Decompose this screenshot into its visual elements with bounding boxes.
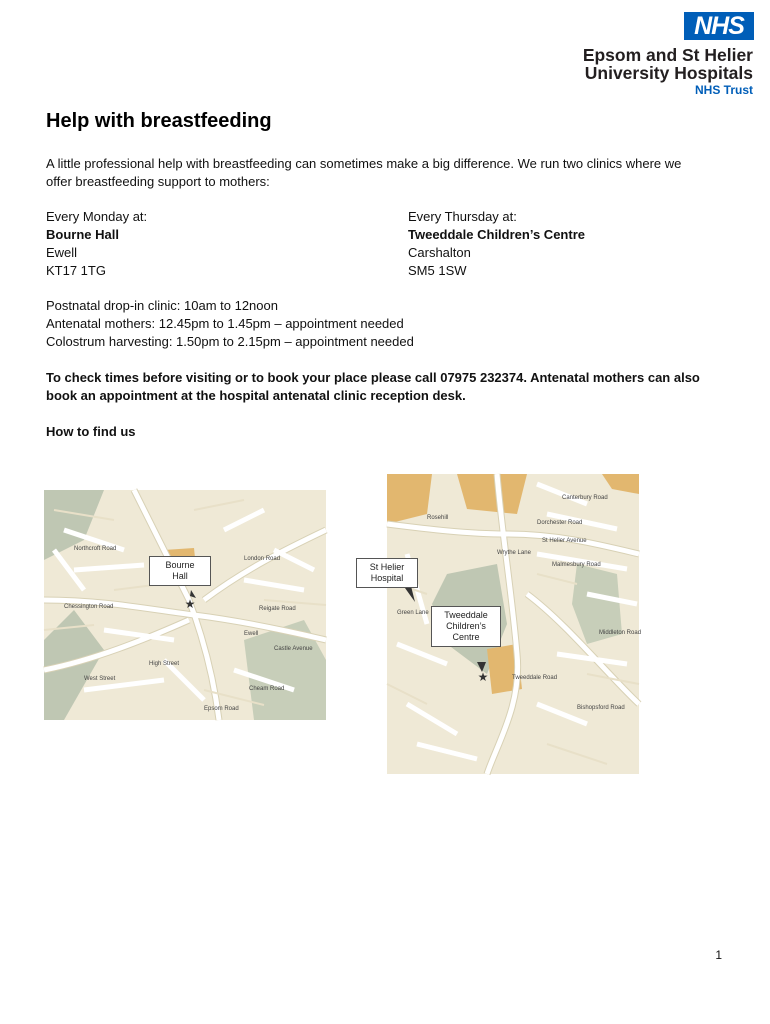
map2-road-label: St Helier Avenue — [542, 538, 587, 544]
clinic-venue: Bourne Hall — [46, 227, 119, 242]
trust-name-line3: NHS Trust — [694, 83, 753, 97]
nhs-logo: NHS — [684, 12, 754, 40]
clinic-postcode: SM5 1SW — [408, 263, 467, 278]
clinic-times — [46, 297, 414, 351]
map2-road-label: Dorchester Road — [537, 520, 583, 526]
callout-line: St Helier — [369, 562, 405, 572]
callout-line: Children’s — [446, 621, 486, 631]
map1-road-label: Ewell — [244, 631, 259, 637]
location-star-icon: ★ — [184, 597, 196, 611]
callout-line: Hospital — [370, 573, 404, 583]
map1-road-label: Reigate Road — [259, 606, 296, 612]
map2-road-label: Rosehill — [427, 515, 449, 521]
clinic-day: Every Monday at: — [46, 209, 148, 224]
map1-road-label: Castle Avenue — [274, 646, 313, 652]
page-number: 1 — [715, 948, 722, 962]
map1-road-label: Chessington Road — [64, 604, 114, 610]
map1-road-label: Cheam Road — [249, 686, 285, 692]
callout-line: Tweeddale — [444, 610, 488, 620]
clinic-venue: Tweeddale Children’s Centre — [408, 227, 585, 242]
booking-instructions: To check times before visiting or to book your place please call 07975 232374. Antenatal mothers can also book an appointment at the hospital antenatal clinic reception desk. — [46, 370, 700, 403]
location-star-icon: ★ — [477, 670, 489, 684]
map1-road-label: Epsom Road — [204, 706, 239, 712]
callout-line: Centre — [452, 632, 480, 642]
map2-road-label: Middleton Road — [599, 630, 642, 636]
map-bourne-hall-graphic — [44, 490, 326, 720]
clinic-thursday — [408, 208, 585, 280]
time-colostrum: Colostrum harvesting: 1.50pm to 2.15pm – appointment needed — [46, 334, 414, 349]
trust-name-line2: University Hospitals — [584, 63, 753, 83]
intro-paragraph: A little professional help with breastfeeding can sometimes make a big difference. We run two clinics where we offer breastfeeding support to mothers: — [46, 156, 682, 189]
map1-road-label: West Street — [84, 676, 116, 682]
map2-road-label: Canterbury Road — [562, 495, 608, 501]
clinic-town: Ewell — [46, 245, 78, 260]
clinic-town: Carshalton — [408, 245, 471, 260]
clinic-monday — [46, 208, 147, 280]
time-postnatal: Postnatal drop-in clinic: 10am to 12noon — [46, 298, 278, 313]
callout-st-helier — [356, 558, 418, 588]
clinic-postcode: KT17 1TG — [46, 263, 106, 278]
callout-line: Bourne — [165, 560, 195, 570]
map-bourne-hall — [44, 490, 326, 720]
clinic-day: Every Thursday at: — [408, 209, 517, 224]
map2-road-label: Wrythe Lane — [497, 550, 531, 556]
map2-road-label: Tweeddale Road — [512, 675, 558, 681]
map2-road-label: Bishopsford Road — [577, 705, 625, 711]
map-tweeddale — [369, 474, 642, 774]
callout-bourne-hall — [149, 556, 211, 586]
map1-road-label: London Road — [244, 556, 281, 562]
callout-tweeddale — [431, 606, 501, 647]
callout-line: Hall — [172, 571, 188, 581]
map1-road-label: High Street — [149, 661, 180, 667]
map-tweeddale-graphic — [387, 474, 642, 774]
time-antenatal: Antenatal mothers: 12.45pm to 1.45pm – appointment needed — [46, 316, 404, 331]
how-to-find-heading: How to find us — [46, 424, 136, 439]
map2-road-label: Green Lane — [397, 610, 429, 616]
page-title: Help with breastfeeding — [46, 110, 272, 132]
trust-name-line1: Epsom and St Helier — [582, 45, 753, 65]
map2-road-label: Malmesbury Road — [552, 562, 601, 568]
map1-road-label: Northcroft Road — [74, 546, 117, 552]
